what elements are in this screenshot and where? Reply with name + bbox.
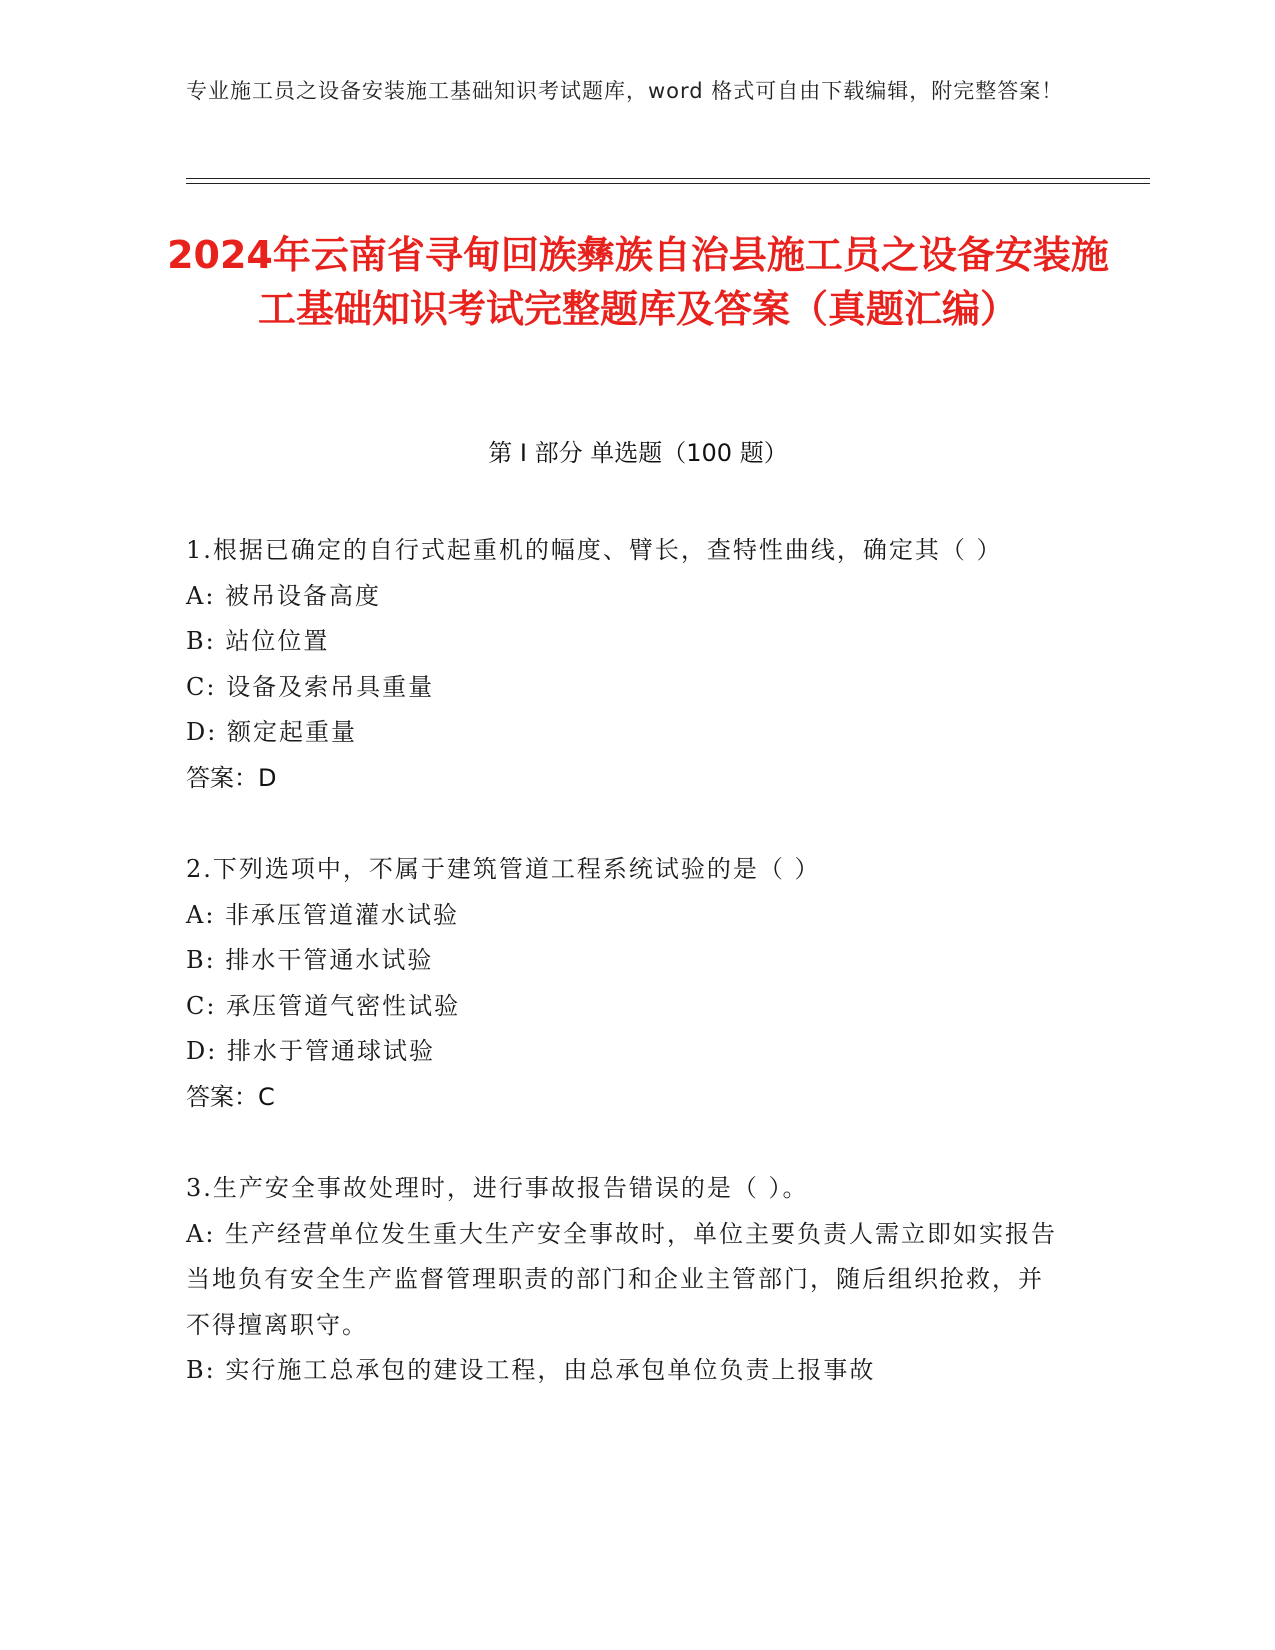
option-d: D: 额定起重量	[186, 718, 357, 746]
question-stem: 3.生产安全事故处理时，进行事故报告错误的是（ ）。	[186, 1174, 809, 1202]
question-list	[186, 528, 1066, 1440]
option-c: C: 承压管道气密性试验	[186, 991, 461, 1020]
option-c: C: 设备及索吊具重量	[186, 672, 435, 701]
section-title: 第 I 部分 单选题（100 题）	[488, 439, 788, 467]
option-b: B: 站位位置	[186, 627, 330, 655]
option-a: A: 生产经营单位发生重大生产安全事故时，单位主要负责人需立即如实报告当地负有安全生产监督管理职责的部门和企业主管部门，随后组织抢救，并不得擅离职守。	[186, 1219, 1058, 1339]
answer: 答案：C	[186, 1082, 275, 1111]
question-stem: 2.下列选项中，不属于建筑管道工程系统试验的是（ ）	[186, 855, 821, 883]
option-a: A: 非承压管道灌水试验	[186, 900, 460, 929]
header-rule-bottom	[186, 183, 1150, 184]
option-b: B: 排水干管通水试验	[186, 946, 434, 974]
question-2	[186, 847, 1066, 1120]
question-stem: 1.根据已确定的自行式起重机的幅度、臂长，查特性曲线，确定其（ ）	[186, 536, 1003, 564]
document-title: 2024年云南省寻甸回族彝族自治县施工员之设备安装施工基础知识考试完整题库及答案（真题汇编）	[167, 233, 1109, 331]
option-b: B: 实行施工总承包的建设工程，由总承包单位负责上报事故	[186, 1356, 876, 1384]
option-a: A: 被吊设备高度	[186, 581, 382, 610]
question-3	[186, 1166, 1066, 1394]
header-note: 专业施工员之设备安装施工基础知识考试题库，word 格式可自由下载编辑，附完整答案！	[186, 79, 1064, 103]
answer: 答案：D	[186, 763, 277, 792]
option-d: D: 排水于管通球试验	[186, 1037, 435, 1065]
header-rule-top	[186, 178, 1150, 179]
question-1	[186, 528, 1066, 801]
